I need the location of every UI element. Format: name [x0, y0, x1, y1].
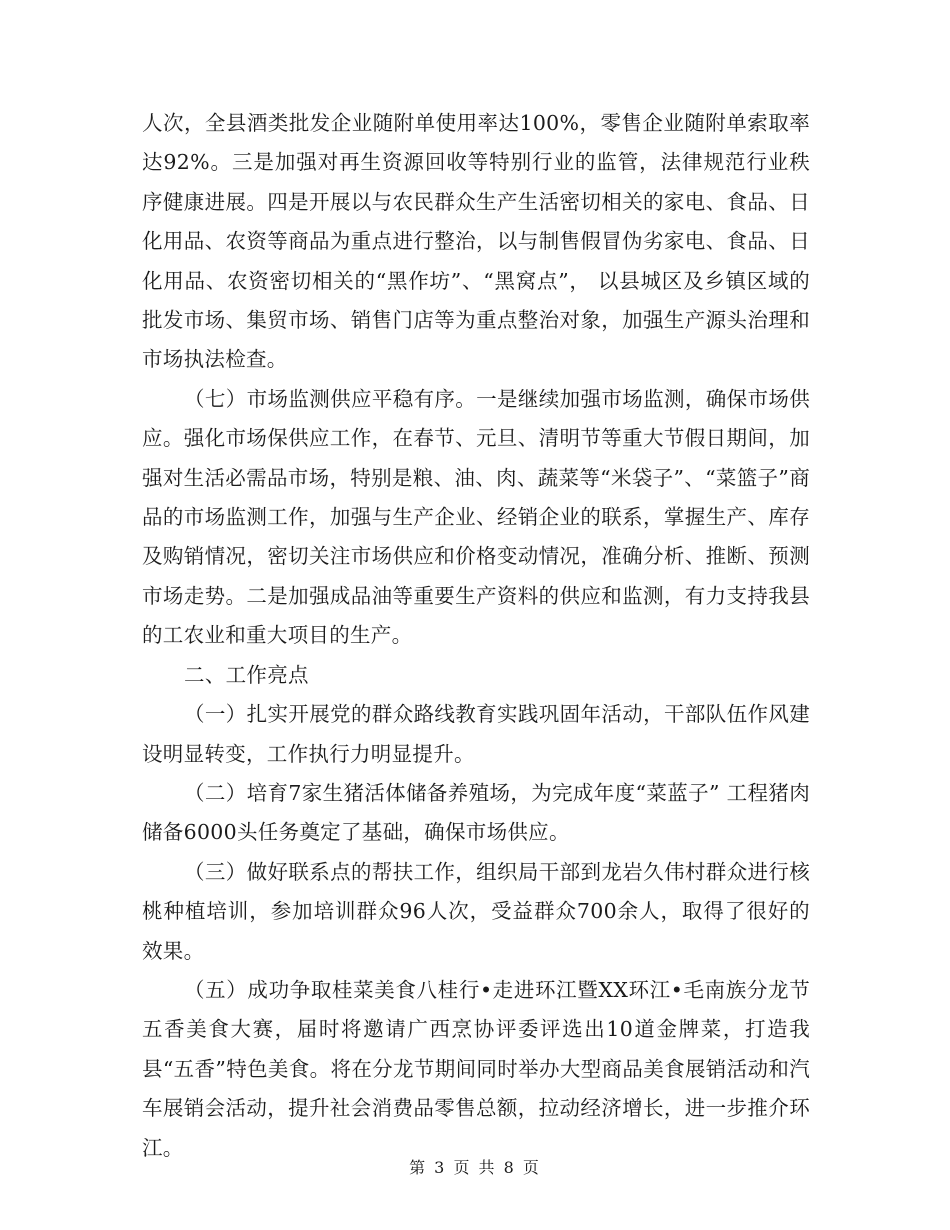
section-heading-highlights: 二、工作亮点	[184, 662, 309, 687]
paragraph-highlight-two: （二）培育7家生猪活体储备养殖场，为完成年度“菜蓝子” 工程猪肉储备6000头任务奠定了基础，确保市场供应。	[142, 780, 810, 845]
paragraph-continued: 人次，全县酒类批发企业随附单使用率达100%，零售企业随附单索取率达92%。三是加强对再生资源回收等特别行业的监管，法律规范行业秩序健康进展。四是开展以与农民群众生产生活密切相关的家电、食品、日化用品、农资等商品为重点进行整治，以与制售假冒伪劣家电、食品、日化用品、农资密切相关的“黑作坊”、“黑窝点”， 以县城区及乡镇区域的批发市场、集贸市场、销售门店等为重点整治对象，加强生产源头治理和市场执法检查。	[142, 111, 810, 372]
paragraph-highlight-one: （一）扎实开展党的群众路线教育实践巩固年活动，干部队伍作风建设明显转变，工作执行力明显提升。	[142, 702, 810, 766]
page-number-footer: 第 3 页 共 8 页	[409, 1158, 541, 1177]
document-body	[142, 104, 810, 1168]
paragraph-section-seven: （七）市场监测供应平稳有序。一是继续加强市场监测，确保市场供应。强化市场保供应工作，在春节、元旦、清明节等重大节假日期间，加强对生活必需品市场，特别是粮、油、肉、蔬菜等“米袋子”、“菜篮子”商品的市场监测工作，加强与生产企业、经销企业的联系，掌握生产、库存及购销情况，密切关注市场供应和价格变动情况，准确分析、推断、预测市场走势。二是加强成品油等重要生产资料的供应和监测，有力支持我县的工农业和重大项目的生产。	[142, 386, 810, 648]
paragraph-highlight-three: （三）做好联系点的帮扶工作，组织局干部到龙岩久伟村群众进行核桃种植培训，参加培训群众96人次，受益群众700余人，取得了很好的效果。	[142, 859, 810, 963]
paragraph-highlight-five: （五）成功争取桂菜美食八桂行•走进环江暨XX环江•毛南族分龙节五香美食大赛，届时将邀请广西烹协评委评选出10道金牌菜，打造我县“五香”特色美食。将在分龙节期间同时举办大型商品美食展销活动和汽车展销会活动，提升社会消费品零售总额，拉动经济增长，进一步推介环江。	[142, 977, 810, 1160]
